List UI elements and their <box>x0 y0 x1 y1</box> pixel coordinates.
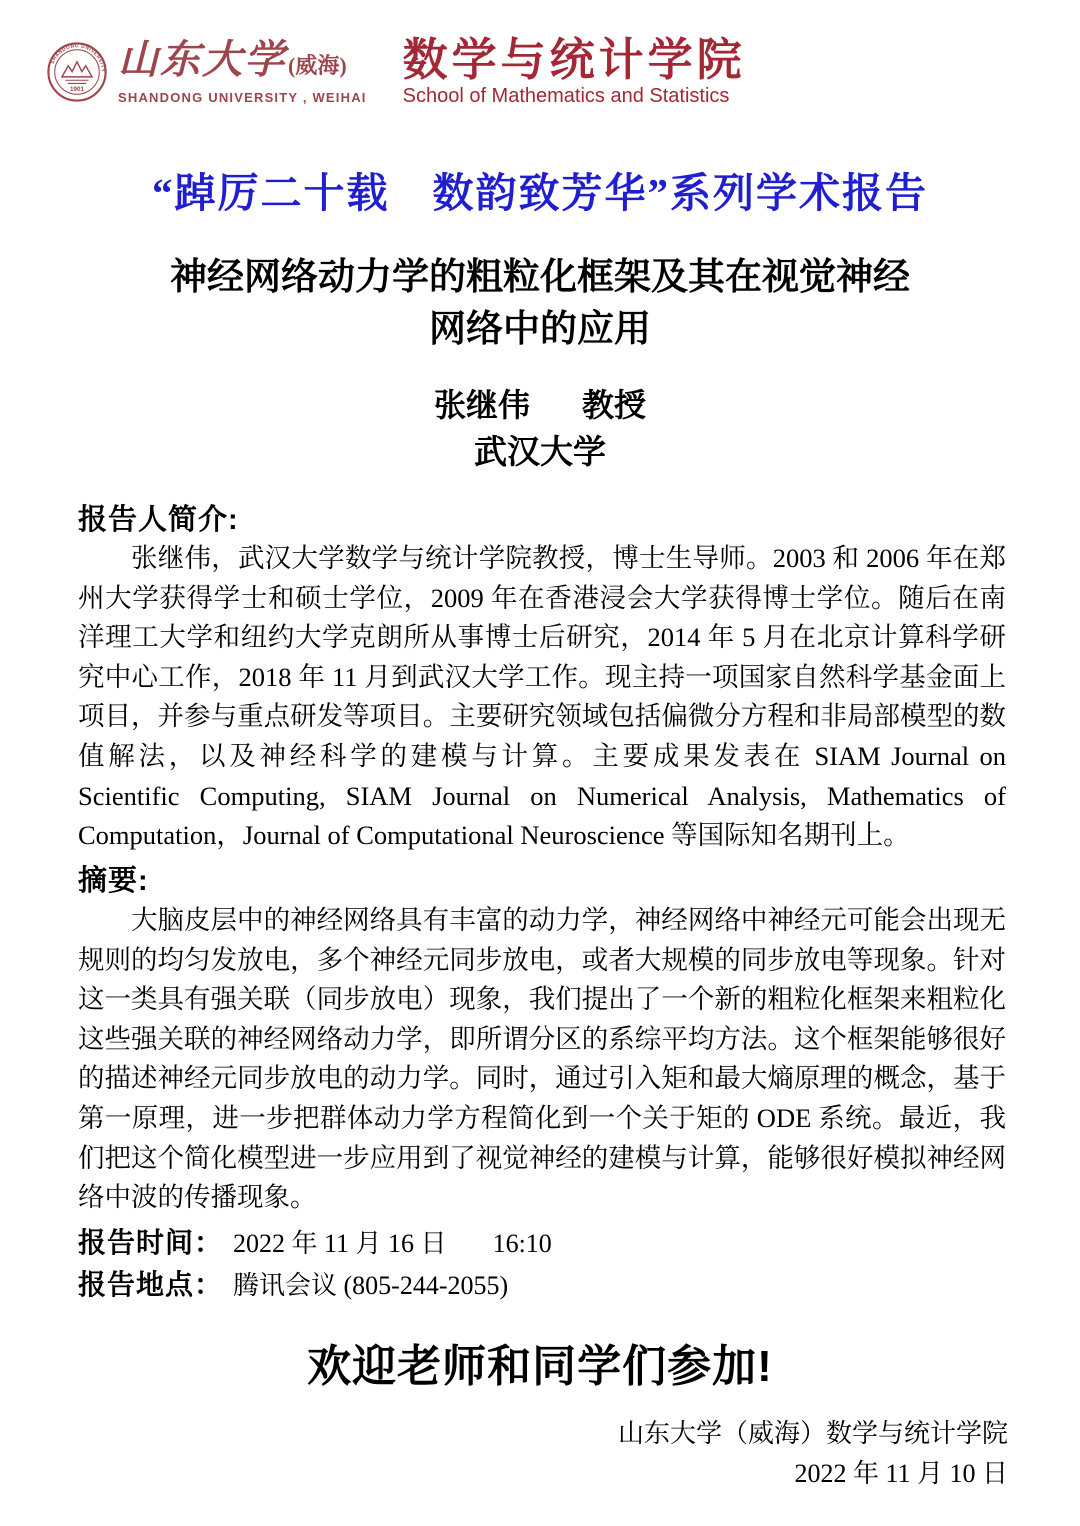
college-name-cn: 数学与统计学院 <box>402 34 746 85</box>
college-name-en: School of Mathematics and Statistics <box>402 85 730 107</box>
university-seal-logo <box>46 41 108 103</box>
speaker-affiliation: 武汉大学 <box>474 435 606 471</box>
venue-value: 腾讯会议 (805-244-2055) <box>233 1271 509 1300</box>
talk-title <box>0 252 1080 356</box>
speaker-name: 张继伟 <box>433 387 530 423</box>
schedule-block <box>78 1222 552 1306</box>
footer-date: 2022 年 11 月 10 日 <box>794 1459 1008 1488</box>
abstract-section-heading: 摘要: <box>78 865 149 897</box>
bio-section-heading: 报告人简介: <box>78 504 239 536</box>
time-value: 2022 年 11 月 16 日 <box>233 1229 447 1258</box>
speaker-line <box>0 380 1080 426</box>
footer-org: 山东大学（威海）数学与统计学院 <box>617 1419 1008 1448</box>
abstract-paragraph: 大脑皮层中的神经网络具有丰富的动力学，神经网络中神经元可能会出现无规则的均匀发放电，多个神经元同步放电，或者大规模的同步放电等现象。针对这一类具有强关联（同步放电）现象，我们提出了一个新的粗粒化框架来粗粒化这些强关联的神经网络动力学，即所谓分区的系综平均方法。这个框架能够很好的描述神经元同步放电的动力学。同时，通过引入矩和最大熵原理的概念，基于第一原理，进一步把群体动力学方程简化到一个关于矩的 ODE 系统。最近，我们把这个简化模型进一步应用到了视觉神经的建模与计算，能够很好模拟神经网络中波的传播现象。 <box>78 905 1006 1213</box>
svg-text:SHANDONG UNIVERSITY <box>50 43 106 72</box>
seal-ring-text: SHANDONG UNIVERSITY <box>50 44 105 73</box>
university-header <box>46 36 746 108</box>
university-campus-suffix: (威海) <box>288 53 347 78</box>
venue-label: 报告地点： <box>78 1269 224 1300</box>
college-name-block <box>403 36 746 108</box>
university-name-cn <box>118 39 347 87</box>
university-name-calligraphy: 山东大学 <box>118 37 286 82</box>
schedule-time-row <box>78 1222 552 1264</box>
welcome-message: 欢迎老师和同学们参加! <box>307 1342 773 1391</box>
time-clock: 16:10 <box>492 1229 552 1258</box>
series-title: “踔厉二十载 数韵致芳华”系列学术报告 <box>152 170 928 216</box>
university-name-block <box>118 39 367 105</box>
talk-title-line2: 网络中的应用 <box>429 309 651 350</box>
talk-title-line1: 神经网络动力学的粗粒化框架及其在视觉神经 <box>170 257 910 298</box>
bio-paragraph: 张继伟，武汉大学数学与统计学院教授，博士生导师。2003 和 2006 年在郑州大学获得学士和硕士学位，2009 年在香港浸会大学获得博士学位。随后在南洋理工大学和纽约大学克朗所从事博士后研究，2014 年 5 月在北京计算科学研究中心工作，2018 年 11 月到武汉大学工作。现主持一项国家自然科学基金面上项目，并参与重点研发等项目。主要研究领域包括偏微分方程和非局部模型的数值解法，以及神经科学的建模与计算。主要成果发表在 SIAM Journal on Scientific Computing, SIAM Journal on Numerical Analysis, Mathematics of Computation，Journal of Computational Neuroscience 等国际知名期刊上。 <box>78 543 1006 851</box>
seal-mountain-icon <box>62 62 92 77</box>
time-label: 报告时间： <box>78 1227 224 1258</box>
footer-signature <box>618 1414 1008 1494</box>
schedule-venue-row <box>78 1264 552 1306</box>
seal-waves-icon <box>65 80 88 83</box>
university-name-en: SHANDONG UNIVERSITY , WEIHAI <box>118 90 367 105</box>
speaker-academic-title: 教授 <box>582 387 647 423</box>
seal-year: 1901 <box>70 85 84 93</box>
